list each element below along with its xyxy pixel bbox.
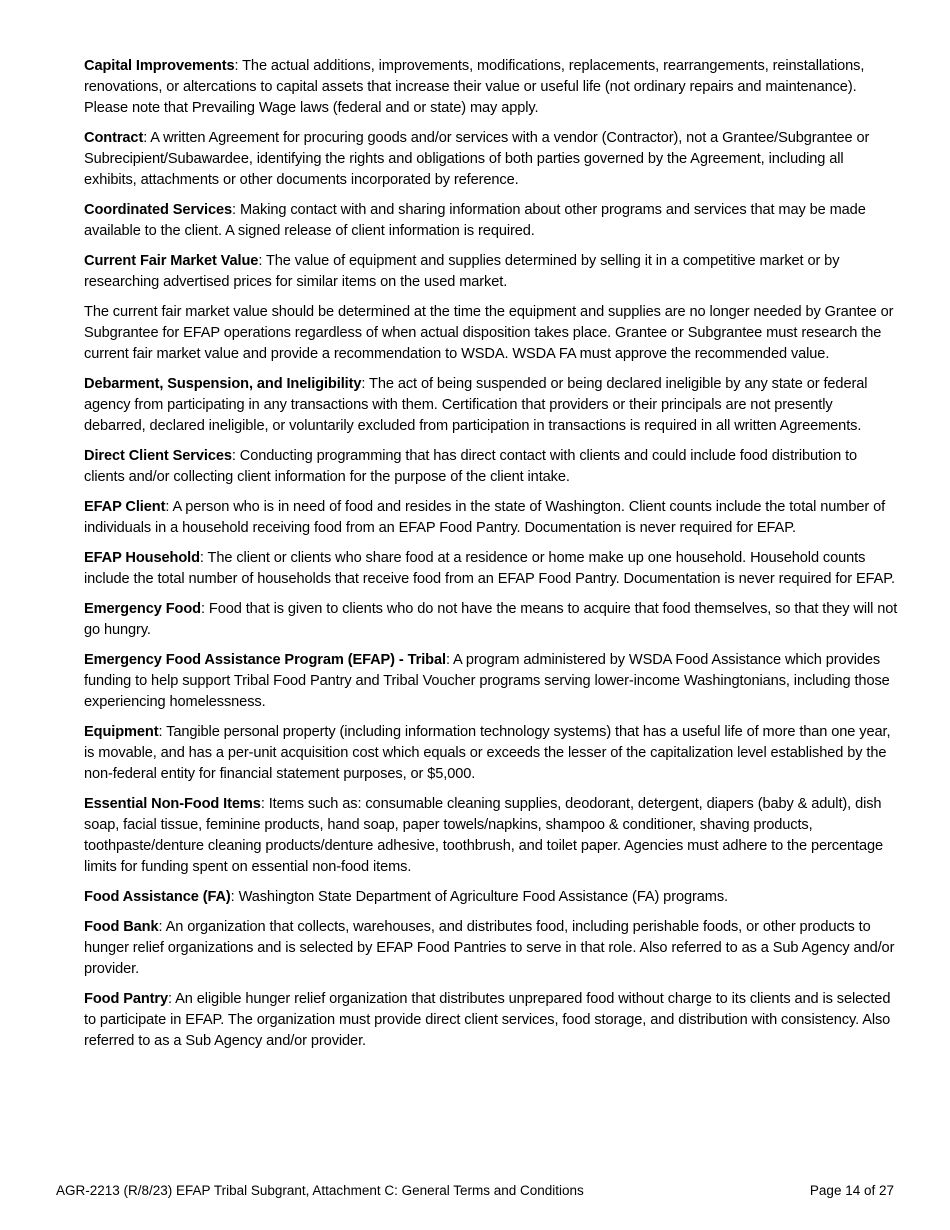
definition-debarment (84, 374, 898, 437)
definition-term: Food Pantry (84, 991, 169, 1007)
definition-essential-non-food-items (84, 794, 898, 878)
definition-food-assistance (84, 887, 898, 908)
definition-efap-client (84, 497, 898, 539)
definition-text: : An organization that collects, warehouses, and distributes food, including perishable foods, or other products to hunger relief organizations and is selected by EFAP Food Pantries to serve in that role. Also referred to as a Sub Agency and/or provider. (84, 919, 895, 977)
definition-term: Coordinated Services (84, 202, 233, 218)
definition-term: EFAP Client (84, 499, 166, 515)
definition-text: : Conducting programming that has direct contact with clients and could include food distribution to clients and/or collecting client information for the purpose of the client intake. (84, 448, 858, 485)
definition-text: : A program administered by WSDA Food Assistance which provides funding to help support Tribal Food Pantry and Tribal Voucher programs serving lower-income Washingtonians, including those experiencing homelessness. (84, 652, 890, 710)
definition-text: : The client or clients who share food at a residence or home make up one household. Household counts include the total number of households that receive food from an EFAP Food Pantry. Documentation is never required for EFAP. (84, 550, 895, 587)
definition-text: : Tangible personal property (including information technology systems) that has a useful life of more than one year, is movable, and has a per-unit acquisition cost which equals or exceeds the lesser of the capitalization level established by the non-federal entity for financial statement purposes, or $5,000. (84, 724, 891, 782)
paragraph-fair-market-value-note (84, 302, 898, 365)
definition-term: Equipment (84, 724, 159, 740)
definition-text: : Food that is given to clients who do not have the means to acquire that food themselves, so that they will not go hungry. (84, 601, 898, 638)
document-body (84, 56, 898, 1061)
definition-term: Debarment, Suspension, and Ineligibility (84, 376, 362, 392)
definition-text: : The act of being suspended or being declared ineligible by any state or federal agency from participating in any transactions with them. Certification that providers or their principals are not presently debarred, declared ineligible, or voluntarily excluded from participation in transactions is required in all written Agreements. (84, 376, 868, 434)
definition-text: : Items such as: consumable cleaning supplies, deodorant, detergent, diapers (baby & adult), dish soap, facial tissue, feminine products, hand soap, paper towels/napkins, shampoo & conditioner, shaving products, toothpaste/denture cleaning products/denture adhesive, toothbrush, and toilet paper. Agencies must adhere to the percentage limits for funding spent on essential non-food items. (84, 796, 884, 875)
definition-text: : Making contact with and sharing information about other programs and services that may be made available to the client. A signed release of client information is required. (84, 202, 866, 239)
definition-efap-household (84, 548, 898, 590)
definition-emergency-food (84, 599, 898, 641)
definition-text: : The actual additions, improvements, modifications, replacements, rearrangements, reinstallations, renovations, or altercations to capital assets that increase their value or useful life (not ordinary repairs and maintenance). Please note that Prevailing Wage laws (federal and or state) may apply. (84, 58, 865, 116)
definition-equipment (84, 722, 898, 785)
definition-term: Food Assistance (FA) (84, 889, 231, 905)
definition-term: Current Fair Market Value (84, 253, 259, 269)
definition-term: Direct Client Services (84, 448, 232, 464)
page-number: Page 14 of 27 (809, 1183, 894, 1198)
definition-term: Emergency Food Assistance Program (EFAP) - Tribal (84, 652, 446, 668)
definition-text: : A written Agreement for procuring goods and/or services with a vendor (Contractor), not a Grantee/Subgrantee or Subrecipient/Subawardee, identifying the rights and obligations of both parties governed by the Agreement, including all exhibits, attachments or other documents incorporated by reference. (84, 130, 870, 188)
definition-term: Essential Non-Food Items (84, 796, 261, 812)
definition-current-fair-market-value (84, 251, 898, 293)
definition-term: Contract (84, 130, 144, 146)
page-footer (56, 1183, 894, 1198)
definition-direct-client-services (84, 446, 898, 488)
definition-term: EFAP Household (84, 550, 200, 566)
definition-text: : Washington State Department of Agriculture Food Assistance (FA) programs. (230, 889, 728, 905)
definition-food-pantry (84, 989, 898, 1052)
definition-term: Food Bank (84, 919, 159, 935)
definition-text: : The value of equipment and supplies determined by selling it in a competitive market or by researching advertised prices for similar items on the used market. (84, 253, 840, 290)
definition-coordinated-services (84, 200, 898, 242)
definition-term: Capital Improvements (84, 58, 235, 74)
definition-contract (84, 128, 898, 191)
definition-term: Emergency Food (84, 601, 201, 617)
document-reference: AGR-2213 (R/8/23) EFAP Tribal Subgrant, Attachment C: General Terms and Conditions (56, 1183, 584, 1198)
definition-capital-improvements (84, 56, 898, 119)
definition-text: : An eligible hunger relief organization that distributes unprepared food without charge to its clients and is selected to participate in EFAP. The organization must provide direct client services, food storage, and distribution with consistency. Also referred to as a Sub Agency and/or provider. (84, 991, 891, 1049)
definition-efap-tribal (84, 650, 898, 713)
definition-text: : A person who is in need of food and resides in the state of Washington. Client counts include the total number of individuals in a household receiving food from an EFAP Food Pantry. Documentation is never required for EFAP. (84, 499, 886, 536)
definition-food-bank (84, 917, 898, 980)
definition-text: The current fair market value should be determined at the time the equipment and supplies are no longer needed by Grantee or Subgrantee for EFAP operations regardless of when actual disposition takes place. Grantee or Subgrantee must research the current fair market value and provide a recommendation to WSDA. WSDA FA must approve the recommended value. (84, 304, 894, 362)
